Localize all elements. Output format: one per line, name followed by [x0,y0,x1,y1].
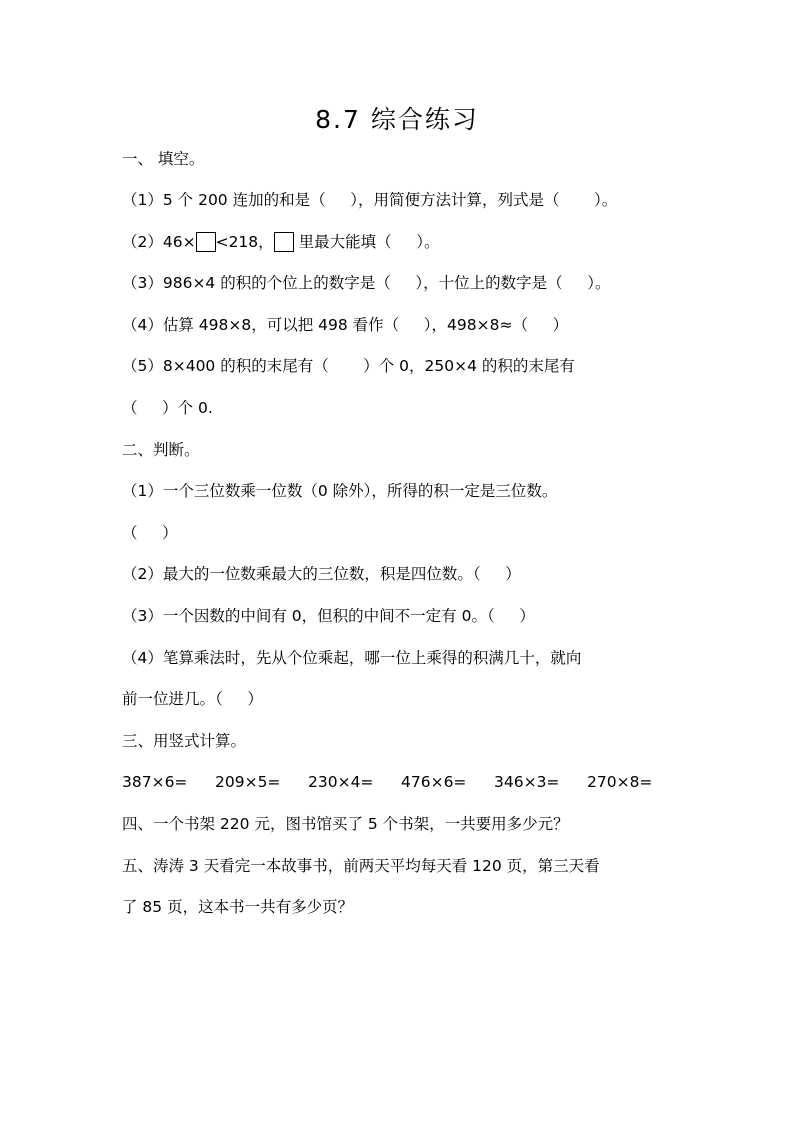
blank-box [196,232,216,252]
s1-question-5-line-2: （ ）个 0. [122,399,213,417]
s1-q2-part-c: 里最大能填（ ）。 [293,233,440,251]
calc-item: 270×8= [587,773,653,791]
s1-q2-part-a: （2）46× [122,233,196,251]
s1-question-2 [122,231,439,253]
s1-q2-part-b: <218， [215,233,274,251]
calc-item: 209×5= [215,773,281,791]
s2-question-4-line-1: （4）笔算乘法时，先从个位乘起，哪一位上乘得的积满几十，就向 [122,649,582,667]
calc-item: 476×6= [401,773,467,791]
blank-box [274,232,294,252]
section-1-heading: 一、 填空。 [122,150,205,168]
s2-question-1-line-1: （1）一个三位数乘一位数（0 除外），所得的积一定是三位数。 [122,482,558,500]
s1-question-5-line-1: （5）8×400 的积的末尾有（ ）个 0，250×4 的积的末尾有 [122,357,575,375]
s2-question-2: （2）最大的一位数乘最大的三位数，积是四位数。（ ） [122,565,521,583]
calc-row [122,771,652,793]
s2-question-3: （3）一个因数的中间有 0，但积的中间不一定有 0。（ ） [122,607,535,625]
page-title: 8.7 综合练习 [315,105,479,134]
s1-question-4: （4）估算 498×8，可以把 498 看作（ ），498×8≈（ ） [122,316,569,334]
s2-question-1-line-2: （ ） [122,524,178,542]
s1-question-1: （1）5 个 200 连加的和是（ ），用简便方法计算，列式是（ ）。 [122,191,618,209]
section-4-text: 四、一个书架 220 元，图书馆买了 5 个书架，一共要用多少元？ [122,815,569,833]
s1-question-3: （3）986×4 的积的个位上的数字是（ ），十位上的数字是（ ）。 [122,274,611,292]
calc-item: 387×6= [122,773,188,791]
s2-question-4-line-2: 前一位进几。（ ） [122,690,263,708]
calc-item: 346×3= [494,773,560,791]
section-5-text-line-2: 了 85 页，这本书一共有多少页？ [122,898,354,916]
section-5-text-line-1: 五、涛涛 3 天看完一本故事书，前两天平均每天看 120 页，第三天看 [122,857,600,875]
section-2-heading: 二、判断。 [122,441,200,459]
section-3-heading: 三、用竖式计算。 [122,732,247,750]
calc-item: 230×4= [308,773,374,791]
